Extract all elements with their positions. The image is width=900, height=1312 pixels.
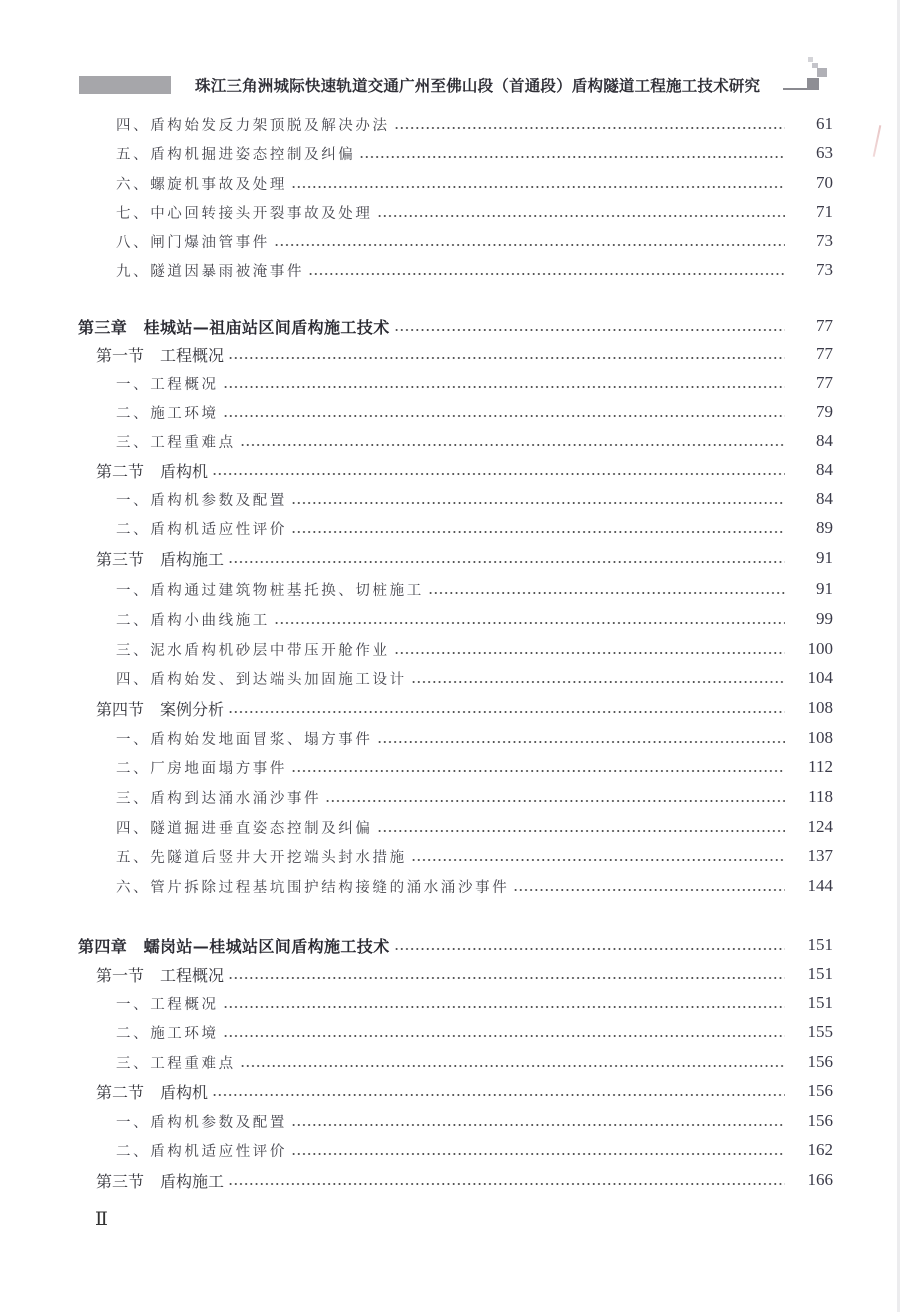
toc-entry-title: 第二节 盾构机 (96, 1082, 209, 1102)
toc-entry-item (116, 607, 833, 631)
dot-leader (240, 444, 785, 446)
toc-entry-item (116, 1020, 833, 1044)
dot-leader (394, 329, 785, 331)
dot-leader (291, 1153, 785, 1155)
toc-page-number: 79 (816, 402, 833, 421)
running-header (0, 0, 900, 112)
toc-entry-item (116, 815, 833, 839)
toc-entry-item (116, 637, 833, 661)
toc-entry-title: 四、隧道掘进垂直姿态控制及纠偏 (116, 820, 373, 837)
toc-page-number: 71 (816, 202, 833, 221)
toc-entry-section (96, 1168, 833, 1192)
toc-entry-item (116, 516, 833, 540)
toc-entry-item (116, 874, 833, 898)
toc-entry-item (116, 577, 833, 601)
toc-page-number: 108 (807, 728, 833, 747)
running-title: 珠江三角洲城际快速轨道交通广州至佛山段（首通段）盾构隧道工程施工技术研究 (195, 77, 761, 95)
header-accent-bar (79, 76, 171, 94)
toc-entry-item (116, 200, 833, 224)
dot-leader (394, 127, 785, 129)
toc-entry-title: 第三节 盾构施工 (96, 1171, 225, 1191)
toc-entry-title: 四、盾构始发反力架顶脱及解决办法 (116, 117, 390, 134)
page-folio: Ⅱ (95, 1209, 108, 1230)
toc-entry-title: 六、管片拆除过程基坑围护结构接缝的涌水涌沙事件 (116, 879, 510, 896)
dot-leader (291, 1124, 785, 1126)
dot-leader (223, 1035, 785, 1037)
toc-entry-title: 三、泥水盾构机砂层中带压开舱作业 (116, 642, 390, 659)
toc-page-number: 61 (816, 114, 833, 133)
toc-entry-section (96, 458, 833, 482)
toc-entry-title: 三、盾构到达涌水涌沙事件 (116, 790, 322, 807)
toc-entry-item (116, 112, 833, 136)
toc-page-number: 162 (807, 1140, 833, 1159)
toc-entry-title: 二、盾构机适应性评价 (116, 1143, 287, 1160)
toc-entry-title: 第四节 案例分析 (96, 699, 225, 719)
dot-leader (394, 948, 785, 950)
toc-page-number: 104 (807, 668, 833, 687)
toc-entry-title: 五、盾构机掘进姿态控制及纠偏 (116, 146, 356, 163)
toc-page-number: 84 (816, 489, 833, 508)
toc-entry-chapter (78, 314, 833, 338)
toc-entry-title: 八、闸门爆油管事件 (116, 234, 270, 251)
toc-entry-title: 第二节 盾构机 (96, 461, 209, 481)
toc-entry-title: 第三节 盾构施工 (96, 549, 225, 569)
toc-entry-item (116, 141, 833, 165)
toc-page-number: 91 (816, 548, 833, 567)
toc-page-number: 77 (816, 316, 833, 335)
toc-entry-title: 四、盾构始发、到达端头加固施工设计 (116, 671, 407, 688)
toc-entry-item (116, 1138, 833, 1162)
toc-entry-title: 二、厂房地面塌方事件 (116, 760, 287, 777)
toc-page-number: 73 (816, 260, 833, 279)
toc-entry-item (116, 666, 833, 690)
dot-leader (513, 889, 785, 891)
toc-entry-item (116, 1109, 833, 1133)
toc-entry-item (116, 229, 833, 253)
toc-entry-section (96, 1079, 833, 1103)
dot-leader (377, 830, 786, 832)
toc-entry-title: 一、工程概况 (116, 376, 219, 393)
dot-leader (212, 1094, 785, 1096)
toc-entry-item (116, 400, 833, 424)
toc-entry-section (96, 546, 833, 570)
toc-page-number: 156 (807, 1081, 833, 1100)
toc-entry-item (116, 429, 833, 453)
toc-page-number: 112 (808, 757, 833, 776)
dot-leader (291, 770, 785, 772)
dot-leader (274, 622, 785, 624)
dot-leader (228, 357, 785, 359)
dot-leader (394, 652, 785, 654)
toc-entry-title: 一、工程概况 (116, 996, 219, 1013)
toc-page-number: 77 (816, 373, 833, 392)
dot-leader (212, 473, 785, 475)
dot-leader (291, 186, 785, 188)
toc-entry-item (116, 844, 833, 868)
toc-entry-item (116, 258, 833, 282)
toc-page-number: 151 (807, 964, 833, 983)
toc-page-number: 137 (807, 846, 833, 865)
toc-entry-item (116, 1050, 833, 1074)
toc-page-number: 73 (816, 231, 833, 250)
toc-page-number: 118 (808, 787, 833, 806)
toc-entry-title: 二、盾构机适应性评价 (116, 521, 287, 538)
toc-page-number: 156 (807, 1111, 833, 1130)
toc-page-number: 84 (816, 431, 833, 450)
dot-leader (359, 156, 785, 158)
toc-entry-item (116, 371, 833, 395)
dot-leader (377, 215, 786, 217)
toc-entry-title: 一、盾构通过建筑物桩基托换、切桩施工 (116, 582, 424, 599)
dot-leader (223, 1006, 785, 1008)
toc-entry-title: 第四章 蠕岗站—桂城站区间盾构施工技术 (78, 936, 390, 956)
dot-leader (428, 592, 785, 594)
toc-page-number: 166 (807, 1170, 833, 1189)
toc-entry-item (116, 755, 833, 779)
dot-leader (377, 741, 786, 743)
toc-entry-section (96, 342, 833, 366)
toc-entry-title: 二、施工环境 (116, 405, 219, 422)
toc-entry-title: 三、工程重难点 (116, 1055, 236, 1072)
toc-entry-title: 二、盾构小曲线施工 (116, 612, 270, 629)
toc-entry-title: 二、施工环境 (116, 1025, 219, 1042)
toc-entry-item (116, 785, 833, 809)
toc-entry-title: 一、盾构始发地面冒浆、塌方事件 (116, 731, 373, 748)
toc-entry-title: 五、先隧道后竖井大开挖端头封水措施 (116, 849, 407, 866)
toc-entry-title: 三、工程重难点 (116, 434, 236, 451)
dot-leader (228, 711, 785, 713)
toc-page-number: 155 (807, 1022, 833, 1041)
toc-entry-item (116, 726, 833, 750)
dot-leader (223, 386, 785, 388)
dot-leader (325, 800, 785, 802)
toc-page-number: 156 (807, 1052, 833, 1071)
toc-page-number: 151 (807, 935, 833, 954)
dot-leader (308, 273, 785, 275)
toc-entry-title: 一、盾构机参数及配置 (116, 492, 287, 509)
dot-leader (274, 244, 785, 246)
toc-page-number: 99 (816, 609, 833, 628)
toc-page-number: 151 (807, 993, 833, 1012)
toc-page-number: 91 (816, 579, 833, 598)
dot-leader (411, 859, 785, 861)
dot-leader (223, 415, 785, 417)
toc-entry-chapter (78, 933, 833, 957)
dot-leader (228, 1183, 785, 1185)
toc-entry-title: 第一节 工程概况 (96, 345, 225, 365)
toc-page-number: 124 (807, 817, 833, 836)
dot-leader (228, 561, 785, 563)
toc-page-number: 89 (816, 518, 833, 537)
dot-leader (291, 502, 785, 504)
dot-leader (240, 1065, 785, 1067)
toc-entry-section (96, 696, 833, 720)
toc-entry-item (116, 487, 833, 511)
dot-leader (228, 977, 785, 979)
toc-page-number: 63 (816, 143, 833, 162)
toc-entry-title: 九、隧道因暴雨被淹事件 (116, 263, 305, 280)
toc-page-number: 100 (807, 639, 833, 658)
toc-entry-section (96, 962, 833, 986)
toc-page-number: 84 (816, 460, 833, 479)
toc-page-number: 77 (816, 344, 833, 363)
toc-page-number: 108 (807, 698, 833, 717)
toc-entry-title: 第一节 工程概况 (96, 965, 225, 985)
toc-page-number: 70 (816, 173, 833, 192)
toc-page-number: 144 (807, 876, 833, 895)
scan-mark (873, 125, 882, 157)
dot-leader (291, 531, 785, 533)
toc-entry-title: 七、中心回转接头开裂事故及处理 (116, 205, 373, 222)
toc-entry-title: 六、螺旋机事故及处理 (116, 176, 287, 193)
dot-leader (411, 681, 785, 683)
toc-entry-item (116, 991, 833, 1015)
toc-entry-title: 第三章 桂城站—祖庙站区间盾构施工技术 (78, 317, 390, 337)
toc-entry-item (116, 171, 833, 195)
toc-entry-title: 一、盾构机参数及配置 (116, 1114, 287, 1131)
